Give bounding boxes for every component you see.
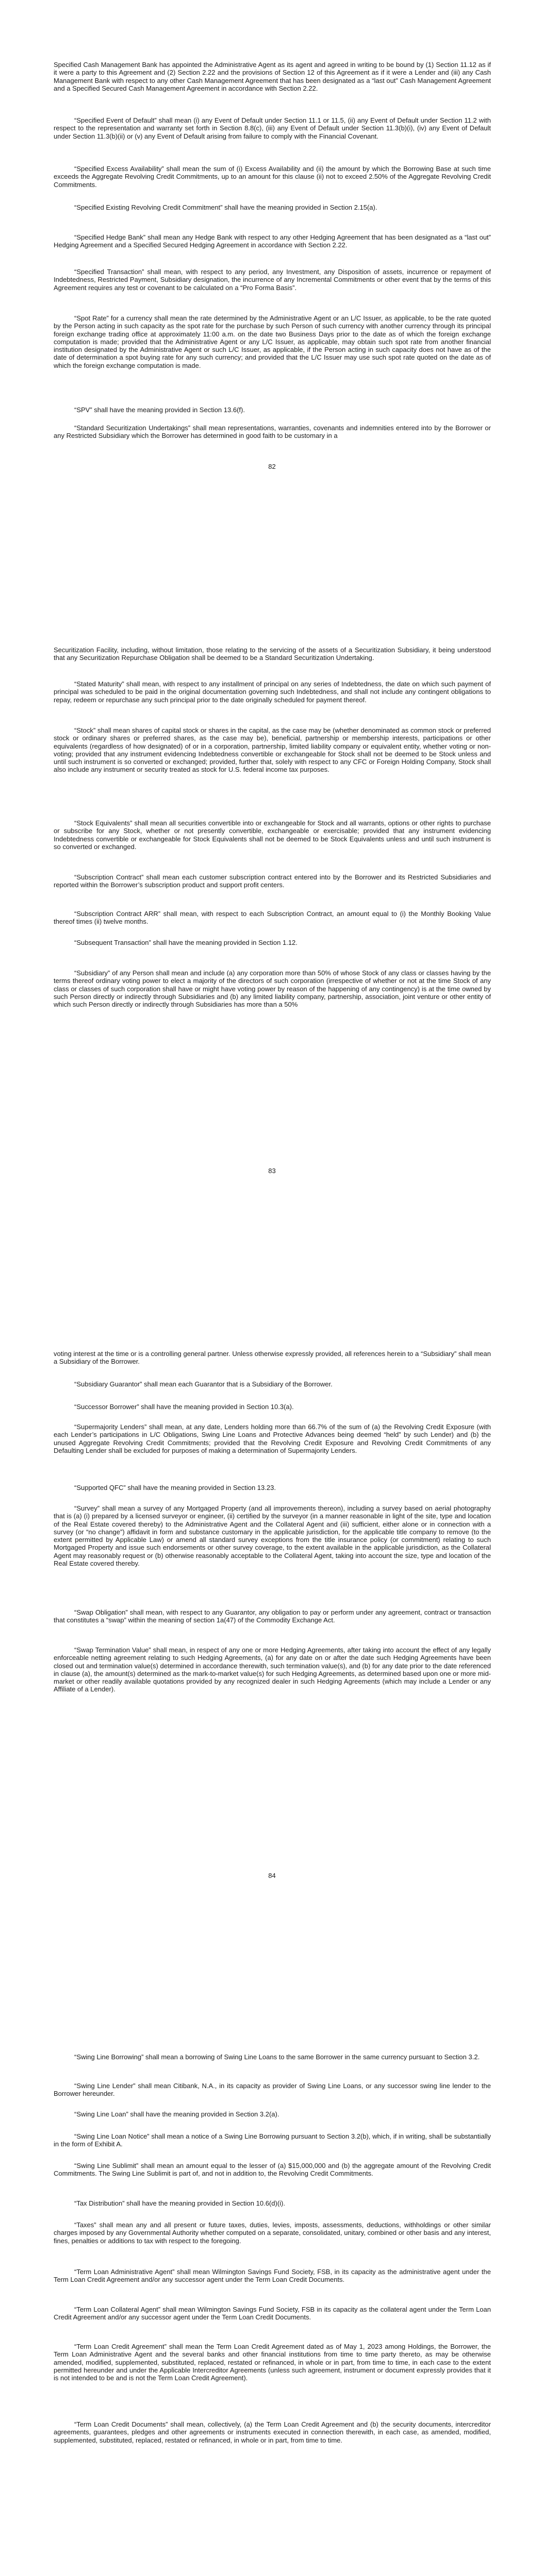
definition-standard-securitization-undertakings: “Standard Securitization Undertakings” shall mean representations, warranties, covenants and indemnities entered into by the Borrower or any Restricted Subsidiary which the Borrower has determined in good faith to be customary in a (54, 424, 491, 440)
definition-spot-rate: “Spot Rate” for a currency shall mean the rate determined by the Administrative Agent or an L/C Issuer, as applicable, to be the rate quoted by the Person acting in such capacity as the spot rate for the purchase by such Person of such currency with another currency through its principal foreign exchange trading office at approximately 11:00 a.m. on the date two Business Days prior to the date as of which the foreign exchange computation is made; provided that the Administrative Agent or any L/C Issuer, as applicable, may obtain such spot rate from another financial institution designated by the Administrative Agent or such L/C Issuer, as applicable, if the Person acting in such capacity does not have as of the date of determination a spot buying rate for any such currency; and provided that the L/C Issuer may use such spot rate quoted on the date as of which the foreign exchange computation is made. (54, 314, 491, 369)
definition-term-loan-credit-documents: “Term Loan Credit Documents” shall mean, collectively, (a) the Term Loan Credit Agreement and (b) the security documents, intercreditor agreements, guarantees, pledges and other agreements or instruments executed in connection therewith, in each case, as amended, modified, supplemented, substituted, replaced, restated or refinanced, in whole or in part, from time to time. (54, 2420, 491, 2444)
definition-supermajority-lenders: “Supermajority Lenders” shall mean, at any date, Lenders holding more than 66.7% of the sum of (a) the Revolving Credit Exposure (with each Lender’s participations in L/C Obligations, Swing Line Loans and Protective Advances being deemed “held” by such Lender) and (b) the unused Aggregate Revolving Credit Commitments; provided that the Revolving Credit Exposure and Revolving Credit Commitments of any Defaulting Lender shall be excluded for purposes of making a determination of Supermajority Lenders. (54, 1423, 491, 1454)
definition-specified-event-of-default: “Specified Event of Default” shall mean (i) any Event of Default under Section 11.1 or 11.5, (ii) any Event of Default under Section 11.2 with respect to the representation and warranty set forth in Section 8.8(c), (iii) any Event of Default under Section 11.3(b)(i), (iv) any Event of Default under Section 11.3(b)(ii) or (v) any Event of Default arising from failure to comply with the Financial Covenant. (54, 116, 491, 140)
page-number: 84 (268, 1872, 276, 1879)
paragraph: Specified Cash Management Bank has appointed the Administrative Agent as its agent and agreed in writing to be bound by (1) Section 11.12 as if it were a party to this Agreement and (2) Section 2.22 and the provisions of Section 12 of this Agreement as if it were a Lender and (iii) any Cash Management Bank with respect to any other Cash Management Agreement that has been designated as a “last out” Cash Management Agreement and a Specified Secured Cash Management Agreement in accordance with Section 2.22. (54, 61, 491, 92)
definition-subsidiary: “Subsidiary” of any Person shall mean and include (a) any corporation more than 50% of whose Stock of any class or classes having by the terms thereof ordinary voting power to elect a majority of the directors of such corporation (irrespective of whether or not at the time Stock of any class or classes of such corporation shall have or might have voting power by reason of the happening of any contingency) is at the time owned by such Person directly or indirectly through Subsidiaries and (b) any limited liability company, partnership, association, joint venture or other entity of which such Person directly or indirectly through Subsidiaries has more than a 50% (54, 969, 491, 1009)
page-number: 82 (268, 463, 276, 470)
definition-stock-equivalents: “Stock Equivalents” shall mean all securities convertible into or exchangeable for Stock and all warrants, options or other rights to purchase or subscribe for any Stock, whether or not presently convertible, exchangeable or exercisable; provided that any instrument evidencing Indebtedness convertible or exchangeable for Stock Equivalents shall not be deemed to be Stock Equivalents unless and until such instrument is so converted or exchanged. (54, 819, 491, 851)
definition-spv: “SPV” shall have the meaning provided in Section 13.6(f). (74, 406, 245, 414)
definition-subscription-contract: “Subscription Contract” shall mean each customer subscription contract entered into by the Borrower and its Restricted Subsidiaries and reported within the Borrower’s subscription product and support profit centers. (54, 873, 491, 889)
definition-subsidiary-guarantor: “Subsidiary Guarantor” shall mean each Guarantor that is a Subsidiary of the Borrower. (74, 1380, 333, 1388)
definition-swap-termination-value: “Swap Termination Value” shall mean, in respect of any one or more Hedging Agreements, after taking into account the effect of any legally enforceable netting agreement relating to such Hedging Agreements, (a) for any date on or after the date such Hedging Agreements have been closed out and termination value(s) determined in accordance therewith, such termination value(s), and (b) for any date prior to the date referenced in clause (a), the amount(s) determined as the mark-to-market value(s) for such Hedging Agreements, as determined based upon one or more mid-market or other readily available quotations provided by any recognized dealer in such Hedging Agreements (which may include a Lender or any Affiliate of a Lender). (54, 1646, 491, 1693)
definition-stated-maturity: “Stated Maturity” shall mean, with respect to any installment of principal on any series of Indebtedness, the date on which such payment of principal was scheduled to be paid in the original documentation governing such Indebtedness, and shall not include any contingent obligations to repay, redeem or repurchase any such principal prior to the date originally scheduled for payment thereof. (54, 680, 491, 704)
definition-subscription-contract-arr: “Subscription Contract ARR” shall mean, with respect to each Subscription Contract, an amount equal to (i) the Monthly Booking Value thereof times (ii) twelve months. (54, 910, 491, 926)
definition-swap-obligation: “Swap Obligation” shall mean, with respect to any Guarantor, any obligation to pay or perform under any agreement, contract or transaction that constitutes a “swap” within the meaning of section 1a(47) of the Commodity Exchange Act. (54, 1608, 491, 1624)
definition-subsequent-transaction: “Subsequent Transaction” shall have the meaning provided in Section 1.12. (74, 939, 298, 946)
definition-survey: “Survey” shall mean a survey of any Mortgaged Property (and all improvements thereon), including a survey based on aerial photography that is (a) (i) prepared by a licensed surveyor or engineer, (ii) certified by the surveyor (in a manner reasonable in light of the site, type and location of the Real Estate covered thereby) to the Administrative Agent and the Collateral Agent and (iii) sufficient, either alone or in connection with a survey (or “no change”) affidavit in form and substance customary in the applicable jurisdiction, for the applicable title company to remove (to the extent permitted by Applicable Law) or amend all standard survey exceptions from the title insurance policy (or commitment) relating to such Mortgaged Property and issue such endorsements or other survey coverage, to the extent available in the applicable jurisdiction, as the Collateral Agent may reasonably request or (b) otherwise reasonably acceptable to the Collateral Agent, taking into account the size, type and location of the Real Estate covered thereby. (54, 1504, 491, 1568)
definition-swing-line-sublimit: “Swing Line Sublimit” shall mean an amount equal to the lesser of (a) $15,000,000 and (b) the aggregate amount of the Revolving Credit Commitments. The Swing Line Sublimit is part of, and not in addition to, the Revolving Credit Commitments. (54, 2162, 491, 2178)
definition-taxes: “Taxes” shall mean any and all present or future taxes, duties, levies, imposts, assessments, deductions, withholdings or other similar charges imposed by any Governmental Authority whether computed on a separate, consolidated, unitary, combined or other basis and any interest, fines, penalties or additions to tax with respect to the foregoing. (54, 2221, 491, 2245)
paragraph: Securitization Facility, including, without limitation, those relating to the servicing of the assets of a Securitization Subsidiary, it being understood that any Securitization Repurchase Obligation shall be deemed to be a Standard Securitization Undertaking. (54, 646, 491, 662)
page-number: 83 (268, 1167, 276, 1175)
definition-successor-borrower: “Successor Borrower” shall have the meaning provided in Section 10.3(a). (74, 1403, 294, 1411)
definition-swing-line-lender: “Swing Line Lender” shall mean Citibank, N.A., in its capacity as provider of Swing Line Loans, or any successor swing line lender to the Borrower hereunder. (54, 2082, 491, 2098)
paragraph: voting interest at the time or is a controlling general partner. Unless otherwise expressly provided, all references herein to a “Subsidiary” shall mean a Subsidiary of the Borrower. (54, 1350, 491, 1366)
definition-supported-qfc: “Supported QFC” shall have the meaning provided in Section 13.23. (74, 1484, 276, 1492)
definition-swing-line-loan-notice: “Swing Line Loan Notice” shall mean a notice of a Swing Line Borrowing pursuant to Section 3.2(b), which, if in writing, shall be substantially in the form of Exhibit A. (54, 2132, 491, 2148)
definition-specified-existing-revolving-credit-commitment: “Specified Existing Revolving Credit Commitment” shall have the meaning provided in Section 2.15(a). (74, 204, 377, 211)
definition-stock: “Stock” shall mean shares of capital stock or shares in the capital, as the case may be (whether denominated as common stock or preferred stock or ordinary shares or preferred shares, as the case may be), beneficial, partnership or membership interests, participations or other equivalents (regardless of how designated) of or in a corporation, partnership, limited liability company or equivalent entity, whether voting or non-voting; provided that any instrument evidencing Indebtedness convertible or exchangeable for Stock shall not be deemed to be Stock unless and until such instrument is so converted or exchanged; provided, further that, solely with respect to any CFC or Foreign Holding Company, Stock shall also include any instrument or security treated as stock for U.S. federal income tax purposes. (54, 726, 491, 774)
definition-term-loan-collateral-agent: “Term Loan Collateral Agent” shall mean Wilmington Savings Fund Society, FSB in its capacity as the collateral agent under the Term Loan Credit Agreement and/or any successor agent under the Term Loan Credit Documents. (54, 2306, 491, 2321)
definition-specified-excess-availability: “Specified Excess Availability” shall mean the sum of (i) Excess Availability and (ii) the amount by which the Borrowing Base at such time exceeds the Aggregate Revolving Credit Commitments, up to an amount for this clause (ii) not to exceed 2.50% of the Aggregate Revolving Credit Commitments. (54, 165, 491, 189)
definition-specified-hedge-bank: “Specified Hedge Bank” shall mean any Hedge Bank with respect to any other Hedging Agreement that has been designated as a “last out” Hedging Agreement and a Specified Secured Hedging Agreement in accordance with Section 2.22. (54, 233, 491, 249)
definition-swing-line-loan: “Swing Line Loan” shall have the meaning provided in Section 3.2(a). (74, 2110, 279, 2118)
definition-term-loan-credit-agreement: “Term Loan Credit Agreement” shall mean the Term Loan Credit Agreement dated as of May 1, 2023 among Holdings, the Borrower, the Term Loan Administrative Agent and the several banks and other financial institutions from time to time party thereto, as may be otherwise amended, modified, supplemented, substituted, replaced, restated or refinanced, in whole or in part, from time to time, in each case to the extent permitted hereunder and under the Applicable Intercreditor Agreements (unless such agreement, instrument or document expressly provides that it is not intended to be and is not the Term Loan Credit Agreement). (54, 2343, 491, 2382)
definition-term-loan-administrative-agent: “Term Loan Administrative Agent” shall mean Wilmington Savings Fund Society, FSB, in its capacity as the administrative agent under the Term Loan Credit Agreement and/or any successor agent under the Term Loan Credit Documents. (54, 2268, 491, 2284)
definition-tax-distribution: “Tax Distribution” shall have the meaning provided in Section 10.6(d)(i). (74, 2199, 285, 2207)
definition-specified-transaction: “Specified Transaction” shall mean, with respect to any period, any Investment, any Disposition of assets, incurrence or repayment of Indebtedness, Restricted Payment, Subsidiary designation, the incurrence of any Incremental Commitments or other event that by the terms of this Agreement requires any test or covenant to be calculated on a “Pro Forma Basis”. (54, 268, 491, 292)
definition-swing-line-borrowing: “Swing Line Borrowing” shall mean a borrowing of Swing Line Loans to the same Borrower in the same currency pursuant to Section 3.2. (74, 2053, 480, 2061)
